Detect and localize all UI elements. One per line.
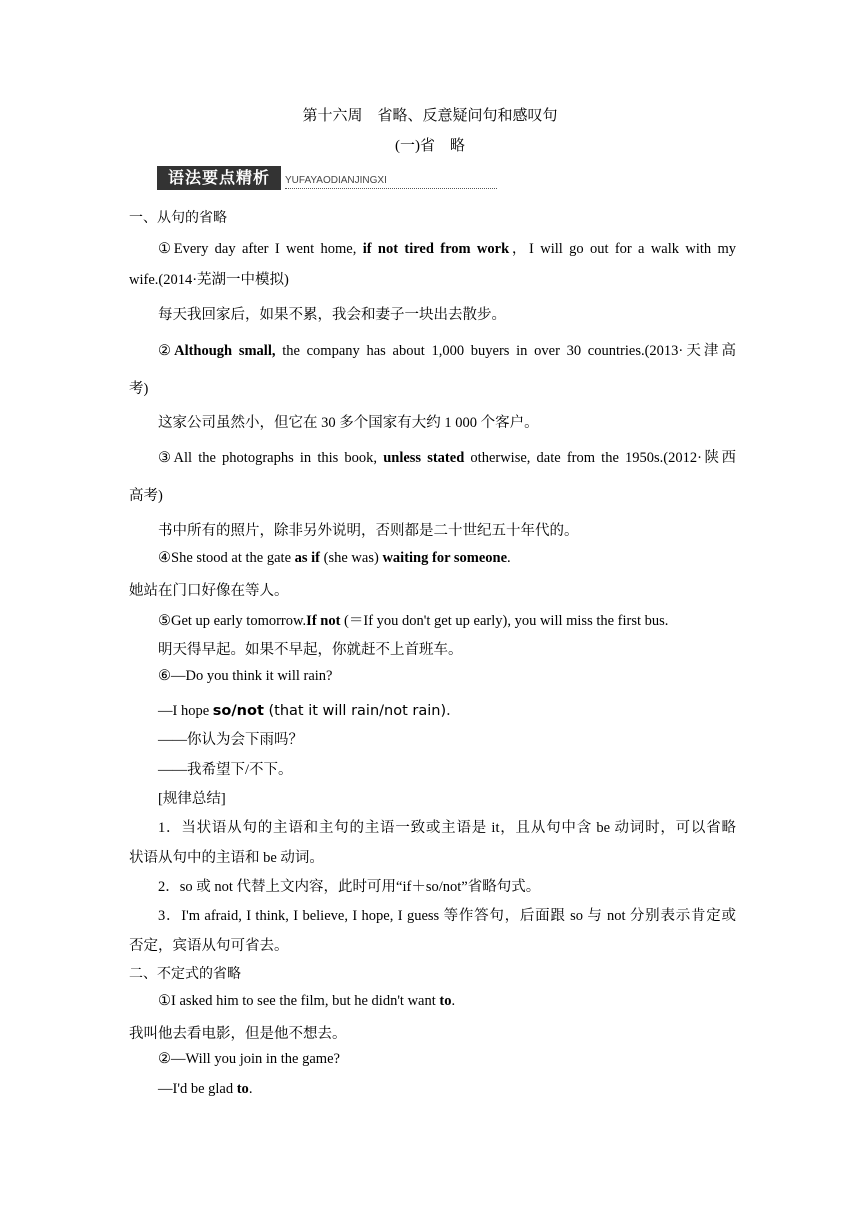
rules-heading: [规律总结] xyxy=(158,791,226,807)
page-title: 第十六周 省略、反意疑问句和感叹句 xyxy=(302,108,558,124)
example-6-answer: —I hope so/not (that it will rain/not rain)． xyxy=(158,703,461,719)
example-3-translation: 书中所有的照片，除非另外说明，否则都是二十世纪五十年代的。 xyxy=(158,523,579,539)
infinitive-example-1-translation: 我叫他去看电影，但是他不想去。 xyxy=(129,1026,347,1042)
example-4: ④She stood at the gate as if (she was) waiting for someone. xyxy=(158,550,511,566)
example-6-question: ⑥—Do you think it will rain? xyxy=(158,668,333,684)
example-6-translation-q: ——你认为会下雨吗？ xyxy=(158,732,303,748)
example-2-line-2: 考) xyxy=(129,381,149,397)
banner-dotted-rule xyxy=(285,188,497,189)
example-5: ⑤Get up early tomorrow.If not (＝If you don't get up early), you will miss the first bus. xyxy=(158,613,669,629)
page-subtitle: (一)省 略 xyxy=(395,138,465,154)
section-heading-infinitive: 二、不定式的省略 xyxy=(129,966,241,982)
infinitive-example-2-question: ②—Will you join in the game? xyxy=(158,1051,340,1067)
rule-3-line-1: 3．I'm afraid, I think, I believe, I hope, I guess 等作答句，后面跟 so 与 not 分别表示肯定或 xyxy=(158,908,736,924)
example-4-translation: 她站在门口好像在等人。 xyxy=(129,583,289,599)
example-2-translation: 这家公司虽然小，但它在 30 多个国家有大约 1 000 个客户。 xyxy=(158,415,539,431)
banner-label: 语法要点精析 xyxy=(157,166,281,190)
banner-pinyin: YUFAYAODIANJINGXI xyxy=(285,175,387,186)
infinitive-example-1: ①I asked him to see the film, but he didn't want to. xyxy=(158,993,456,1009)
rule-1-line-2: 状语从句中的主语和 be 动词。 xyxy=(129,850,324,866)
infinitive-example-2-answer: —I'd be glad to. xyxy=(158,1081,253,1097)
rule-1-line-1: 1．当状语从句的主语和主句的主语一致或主语是 it，且从句中含 be 动词时，可以省略 xyxy=(158,820,736,836)
section-heading-clause: 一、从句的省略 xyxy=(129,210,227,226)
example-3-line-1: ③All the photographs in this book, unless stated otherwise, date from the 1950s.(2012·陕西 xyxy=(158,450,737,466)
example-2-line-1: ②Although small, the company has about 1,000 buyers in over 30 countries.(2013·天津高 xyxy=(158,343,737,359)
example-1-translation: 每天我回家后，如果不累，我会和妻子一块出去散步。 xyxy=(158,307,506,323)
example-1-line-2: wife.(2014·芜湖一中模拟) xyxy=(129,272,289,288)
rule-2: 2．so 或 not 代替上文内容，此时可用“if＋so/not”省略句式。 xyxy=(158,879,541,895)
example-5-translation: 明天得早起。如果不早起，你就赶不上首班车。 xyxy=(158,642,463,658)
example-1-bold: if not tired from work xyxy=(362,241,510,257)
example-3-line-2: 高考) xyxy=(129,488,163,504)
example-6-translation-a: ——我希望下/不下。 xyxy=(158,762,293,778)
rule-3-line-2: 否定，宾语从句可省去。 xyxy=(129,938,289,954)
example-1-line-1: ①Every day after I went home, if not tired from work，I will go out for a walk with my xyxy=(158,241,736,257)
